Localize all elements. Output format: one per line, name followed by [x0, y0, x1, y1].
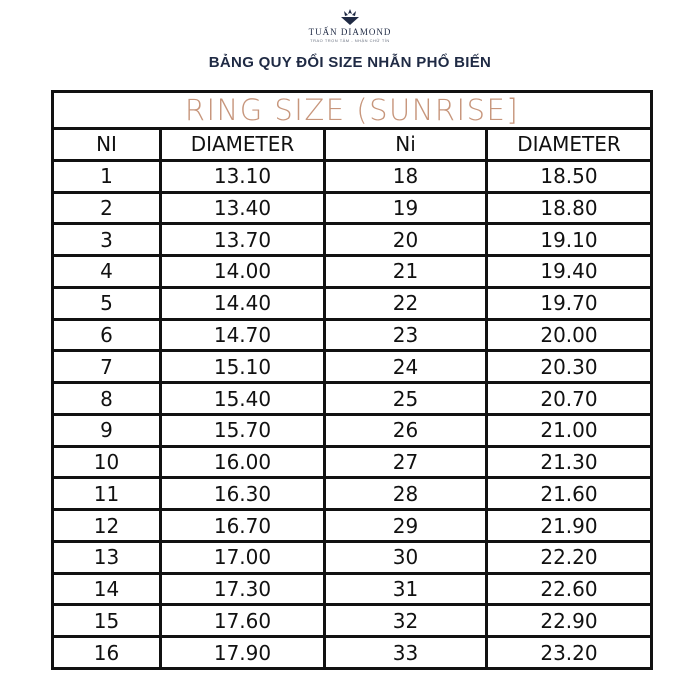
diameter-left-cell: 15.70	[162, 416, 326, 445]
diamond-icon	[339, 8, 361, 26]
table-row	[54, 289, 650, 321]
brand-name: TUẤN DIAMOND	[308, 27, 392, 37]
size-right-cell: 28	[326, 479, 488, 508]
diameter-right-cell: 20.70	[540, 386, 598, 411]
diameter-left-cell: 14.00	[162, 257, 326, 286]
diameter-right-cell: 19.10	[540, 227, 598, 252]
table-row	[54, 257, 650, 289]
table-header-row	[54, 130, 650, 162]
table-row	[54, 606, 650, 638]
diameter-left-cell: 13.40	[162, 194, 326, 223]
size-right-cell: 19	[326, 194, 488, 223]
table-title: RING SIZE (SUNRISE]	[54, 93, 650, 130]
diameter-left-cell: 14.40	[162, 289, 326, 318]
diameter-right-cell: 21.30	[540, 450, 598, 475]
size-right-cell: 32	[326, 606, 488, 635]
diameter-left-cell: 17.60	[162, 606, 326, 635]
size-right-cell: 22	[326, 289, 488, 318]
size-left-cell: 13	[54, 543, 162, 572]
size-left-cell: 6	[54, 321, 162, 350]
diameter-left-cell: 17.00	[162, 543, 326, 572]
size-right-cell: 27	[326, 448, 488, 477]
header-size-right: Ni	[326, 130, 488, 159]
ring-size-table	[51, 90, 653, 670]
header-diameter-left: DIAMETER	[162, 130, 326, 159]
table-row	[54, 575, 650, 607]
size-left-cell: 15	[54, 606, 162, 635]
size-right-cell: 26	[326, 416, 488, 445]
diameter-right-cell: 20.30	[540, 354, 598, 379]
header-size-left: NI	[54, 130, 162, 159]
size-left-cell: 7	[54, 352, 162, 381]
table-row	[54, 162, 650, 194]
size-left-cell: 1	[54, 162, 162, 191]
table-row	[54, 225, 650, 257]
diameter-left-cell: 16.00	[162, 448, 326, 477]
size-left-cell: 16	[54, 638, 162, 667]
diameter-left-cell: 16.30	[162, 479, 326, 508]
diameter-right-cell: 19.70	[540, 291, 598, 316]
table-row	[54, 448, 650, 480]
diameter-right-cell: 22.20	[540, 545, 598, 570]
diameter-right-cell: 19.40	[540, 259, 598, 284]
size-left-cell: 9	[54, 416, 162, 445]
diameter-right-cell: 20.00	[540, 322, 598, 347]
table-row	[54, 479, 650, 511]
diameter-right-cell: 22.60	[540, 577, 598, 602]
diameter-right-cell: 21.00	[540, 418, 598, 443]
table-row	[54, 194, 650, 226]
diameter-right-cell: 18.50	[540, 164, 598, 189]
size-left-cell: 8	[54, 384, 162, 413]
brand-tagline: TRAO TRỌN TÂM - NHẬN CHỮ TÍN	[310, 38, 390, 43]
table-row	[54, 511, 650, 543]
diameter-left-cell: 14.70	[162, 321, 326, 350]
size-left-cell: 3	[54, 225, 162, 254]
size-left-cell: 5	[54, 289, 162, 318]
diameter-left-cell: 13.70	[162, 225, 326, 254]
brand-logo	[0, 8, 700, 43]
size-left-cell: 14	[54, 575, 162, 604]
size-right-cell: 20	[326, 225, 488, 254]
diameter-right-cell: 18.80	[540, 195, 598, 220]
diameter-left-cell: 17.90	[162, 638, 326, 667]
size-right-cell: 18	[326, 162, 488, 191]
diameter-right-cell: 23.20	[540, 640, 598, 665]
table-row	[54, 543, 650, 575]
diameter-right-cell: 22.90	[540, 608, 598, 633]
size-right-cell: 33	[326, 638, 488, 667]
diameter-left-cell: 15.10	[162, 352, 326, 381]
size-right-cell: 31	[326, 575, 488, 604]
diameter-right-cell: 21.90	[540, 513, 598, 538]
page-title: BẢNG QUY ĐỔI SIZE NHẪN PHỔ BIẾN	[208, 54, 492, 71]
diameter-left-cell: 15.40	[162, 384, 326, 413]
diameter-left-cell: 16.70	[162, 511, 326, 540]
size-right-cell: 23	[326, 321, 488, 350]
size-left-cell: 4	[54, 257, 162, 286]
size-right-cell: 25	[326, 384, 488, 413]
diameter-left-cell: 13.10	[162, 162, 326, 191]
size-left-cell: 10	[54, 448, 162, 477]
table-row	[54, 638, 650, 667]
table-row	[54, 352, 650, 384]
size-left-cell: 11	[54, 479, 162, 508]
diameter-left-cell: 17.30	[162, 575, 326, 604]
table-row	[54, 321, 650, 353]
diameter-right-cell: 21.60	[540, 481, 598, 506]
header-diameter-right: DIAMETER	[517, 132, 621, 157]
size-left-cell: 12	[54, 511, 162, 540]
size-right-cell: 24	[326, 352, 488, 381]
size-right-cell: 30	[326, 543, 488, 572]
size-right-cell: 21	[326, 257, 488, 286]
size-right-cell: 29	[326, 511, 488, 540]
size-left-cell: 2	[54, 194, 162, 223]
table-row	[54, 416, 650, 448]
table-row	[54, 384, 650, 416]
